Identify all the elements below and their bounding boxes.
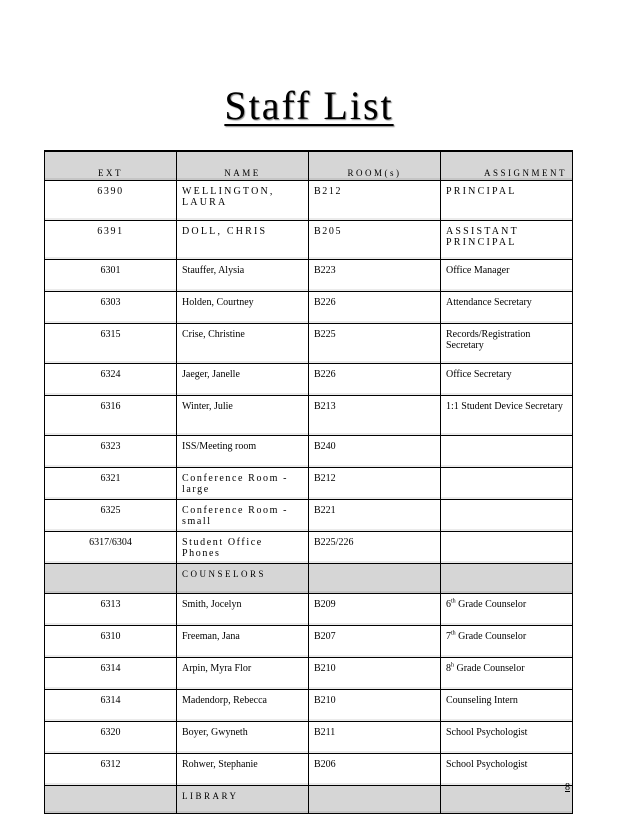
name-cell: ISS/Meeting room: [177, 436, 309, 468]
table-row: [45, 500, 573, 532]
room-cell: B226: [309, 364, 441, 396]
table-row: [45, 754, 573, 786]
ext-cell: 6314: [45, 658, 177, 690]
room-cell: B240: [309, 436, 441, 468]
name-cell: Conference Room - small: [177, 500, 309, 532]
assignment-cell: School Psychologist: [441, 754, 573, 786]
header-name: NAME: [177, 151, 309, 181]
room-cell: B210: [309, 658, 441, 690]
table-row: [45, 221, 573, 260]
ext-cell: 6324: [45, 364, 177, 396]
ext-cell: 6390: [45, 181, 177, 221]
room-cell: B210: [309, 690, 441, 722]
room-cell: B207: [309, 626, 441, 658]
name-cell: Rohwer, Stephanie: [177, 754, 309, 786]
section-blank-cell: [441, 564, 573, 594]
name-cell: Arpin, Myra Flor: [177, 658, 309, 690]
table-row: [45, 468, 573, 500]
ordinal-suffix: h: [451, 662, 454, 669]
header-assignment: ASSIGNMENT: [441, 151, 573, 181]
room-cell: B225: [309, 324, 441, 364]
assignment-cell: [441, 468, 573, 500]
ordinal-suffix: th: [451, 598, 456, 605]
assignment-cell: Office Secretary: [441, 364, 573, 396]
table-row: [45, 396, 573, 436]
section-blank-cell: [309, 564, 441, 594]
counselors-section-row: [45, 564, 573, 594]
ext-cell: 6313: [45, 594, 177, 626]
ext-cell: 6315: [45, 324, 177, 364]
ordinal-number: 8: [446, 663, 451, 674]
ext-cell: 6312: [45, 754, 177, 786]
ext-cell: 6314: [45, 690, 177, 722]
ext-cell: 6303: [45, 292, 177, 324]
ext-cell: 6323: [45, 436, 177, 468]
name-cell: Freeman, Jana: [177, 626, 309, 658]
name-cell: Holden, Courtney: [177, 292, 309, 324]
name-cell: Jaeger, Janelle: [177, 364, 309, 396]
assignment-text: Grade Counselor: [454, 663, 525, 674]
staff-table: [44, 150, 573, 814]
table-row: [45, 436, 573, 468]
table-row: [45, 626, 573, 658]
assignment-cell: School Psychologist: [441, 722, 573, 754]
assignment-cell: Counseling Intern: [441, 690, 573, 722]
assignment-text: Grade Counselor: [455, 631, 527, 642]
room-cell: B221: [309, 500, 441, 532]
name-cell: WELLINGTON, LAURA: [177, 181, 309, 221]
name-cell: Student Office Phones: [177, 532, 309, 564]
ordinal-number: 7: [446, 631, 451, 642]
room-cell: B226: [309, 292, 441, 324]
ext-cell: 6301: [45, 260, 177, 292]
ordinal-suffix: th: [451, 630, 456, 637]
table-row: [45, 658, 573, 690]
name-cell: Winter, Julie: [177, 396, 309, 436]
name-cell: Crise, Christine: [177, 324, 309, 364]
ext-cell: 6320: [45, 722, 177, 754]
table-header-row: [45, 151, 573, 181]
assignment-cell: 1:1 Student Device Secretary: [441, 396, 573, 436]
table-row: [45, 324, 573, 364]
name-cell: Conference Room - large: [177, 468, 309, 500]
table-row: [45, 292, 573, 324]
assignment-cell: ASSISTANT PRINCIPAL: [441, 221, 573, 260]
name-cell: DOLL, CHRIS: [177, 221, 309, 260]
table-row: [45, 722, 573, 754]
room-cell: B223: [309, 260, 441, 292]
counselors-heading: COUNSELORS: [177, 564, 309, 594]
room-cell: B212: [309, 468, 441, 500]
assignment-text: Grade Counselor: [455, 599, 527, 610]
header-room: ROOM(s): [309, 151, 441, 181]
ext-cell: 6321: [45, 468, 177, 500]
room-cell: B213: [309, 396, 441, 436]
assignment-cell: [441, 500, 573, 532]
table-row: [45, 364, 573, 396]
header-ext: EXT: [45, 151, 177, 181]
assignment-cell: Office Manager: [441, 260, 573, 292]
assignment-cell: PRINCIPAL: [441, 181, 573, 221]
assignment-cell: [441, 436, 573, 468]
room-cell: B212: [309, 181, 441, 221]
name-cell: Boyer, Gwyneth: [177, 722, 309, 754]
table-row: [45, 181, 573, 221]
page-title: Staff List: [224, 83, 394, 128]
table-row: [45, 532, 573, 564]
ext-cell: 6391: [45, 221, 177, 260]
room-cell: B205: [309, 221, 441, 260]
room-cell: B225/226: [309, 532, 441, 564]
assignment-cell: [441, 594, 573, 626]
room-cell: B206: [309, 754, 441, 786]
ordinal-number: 6: [446, 599, 451, 610]
assignment-cell: Attendance Secretary: [441, 292, 573, 324]
page-number: 8: [565, 782, 570, 793]
ext-cell: 6316: [45, 396, 177, 436]
assignment-cell: [441, 532, 573, 564]
room-cell: B211: [309, 722, 441, 754]
ext-cell: 6325: [45, 500, 177, 532]
ext-cell: 6310: [45, 626, 177, 658]
table-row: [45, 594, 573, 626]
library-heading: LIBRARY: [177, 786, 309, 814]
room-cell: B209: [309, 594, 441, 626]
name-cell: Smith, Jocelyn: [177, 594, 309, 626]
table-row: [45, 260, 573, 292]
name-cell: Stauffer, Alysia: [177, 260, 309, 292]
assignment-cell: [441, 626, 573, 658]
section-blank-cell: [45, 564, 177, 594]
assignment-cell: Records/Registration Secretary: [441, 324, 573, 364]
assignment-cell: [441, 658, 573, 690]
table-row: [45, 690, 573, 722]
name-cell: Madendorp, Rebecca: [177, 690, 309, 722]
ext-cell: 6317/6304: [45, 532, 177, 564]
